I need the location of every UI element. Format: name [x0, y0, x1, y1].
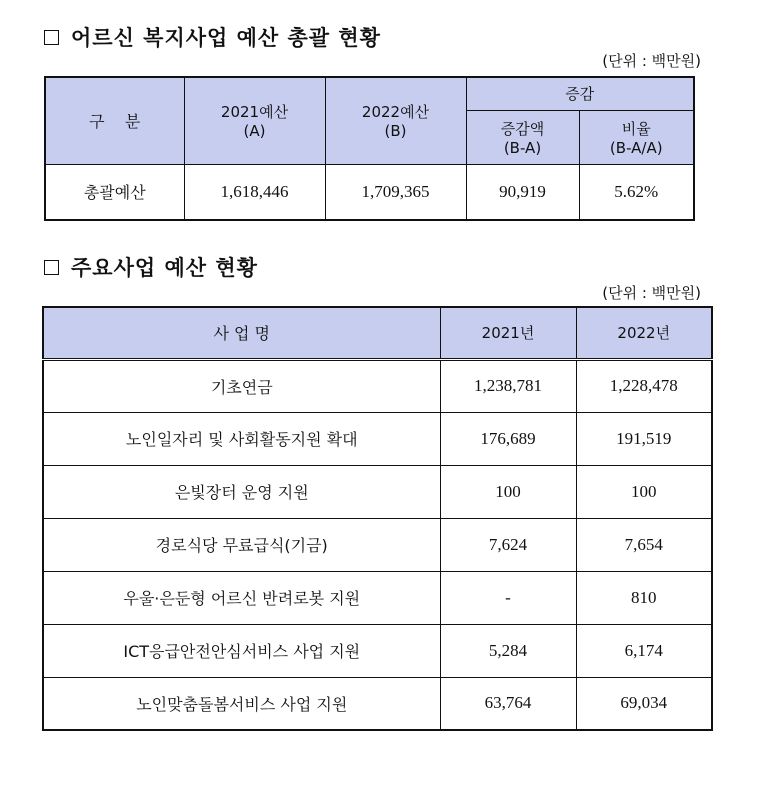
project-2021: 176,689	[440, 412, 576, 465]
project-name: 노인맞춤돌봄서비스 사업 지원	[43, 677, 440, 730]
table-row	[43, 677, 712, 730]
table-row	[43, 624, 712, 677]
table-row	[45, 164, 694, 220]
table-row	[43, 412, 712, 465]
project-name: 기초연금	[43, 359, 440, 412]
checkbox-square-icon	[44, 30, 59, 45]
table-row	[43, 518, 712, 571]
header-change-amount-label: 증감액	[500, 119, 545, 138]
header-project-name: 사 업 명	[43, 307, 440, 359]
budget-summary-table	[44, 76, 695, 221]
header-year-2022: 2022년	[576, 307, 712, 359]
header-budget-2022-sub: (B)	[384, 122, 407, 141]
project-2022: 191,519	[576, 412, 712, 465]
row-budget-2021: 1,618,446	[184, 164, 325, 220]
header-category: 구 분	[45, 77, 184, 164]
major-projects-table	[42, 306, 713, 731]
project-2022: 7,654	[576, 518, 712, 571]
header-ratio-sub: (B-A/A)	[609, 138, 663, 157]
project-2021: 5,284	[440, 624, 576, 677]
header-budget-2021-label: 2021예산	[220, 103, 289, 122]
header-budget-2021-sub: (A)	[243, 122, 266, 141]
header-year-2021: 2021년	[440, 307, 576, 359]
header-budget-2022	[325, 77, 466, 164]
project-2022: 1,228,478	[576, 359, 712, 412]
project-name: 우울·은둔형 어르신 반려로봇 지원	[43, 571, 440, 624]
header-ratio	[579, 110, 694, 164]
section2-title: 주요사업 예산 현황	[71, 256, 258, 280]
table-row	[43, 571, 712, 624]
header-change-amount	[466, 110, 579, 164]
row-label: 총괄예산	[45, 164, 184, 220]
section2-unit: (단위 : 백만원)	[602, 284, 701, 302]
project-name: 은빛장터 운영 지원	[43, 465, 440, 518]
header-budget-2022-label: 2022예산	[361, 103, 430, 122]
project-2021: 63,764	[440, 677, 576, 730]
project-2021: 1,238,781	[440, 359, 576, 412]
project-name: ICT응급안전안심서비스 사업 지원	[43, 624, 440, 677]
project-2021: 7,624	[440, 518, 576, 571]
project-name: 경로식당 무료급식(기금)	[43, 518, 440, 571]
project-2021: -	[440, 571, 576, 624]
project-2022: 810	[576, 571, 712, 624]
table-row	[43, 359, 712, 412]
section2-heading	[44, 252, 258, 282]
project-2021: 100	[440, 465, 576, 518]
header-change: 증감	[466, 77, 694, 110]
header-change-amount-sub: (B-A)	[503, 138, 542, 157]
section1-title: 어르신 복지사업 예산 총괄 현황	[71, 26, 381, 50]
row-change-amount: 90,919	[466, 164, 579, 220]
section1-unit: (단위 : 백만원)	[602, 52, 701, 70]
section1-heading	[44, 22, 381, 52]
checkbox-square-icon	[44, 260, 59, 275]
project-name: 노인일자리 및 사회활동지원 확대	[43, 412, 440, 465]
project-2022: 69,034	[576, 677, 712, 730]
header-budget-2021	[184, 77, 325, 164]
project-2022: 6,174	[576, 624, 712, 677]
header-ratio-label: 비율	[621, 119, 651, 138]
project-2022: 100	[576, 465, 712, 518]
row-ratio: 5.62%	[579, 164, 694, 220]
row-budget-2022: 1,709,365	[325, 164, 466, 220]
table-row	[43, 465, 712, 518]
